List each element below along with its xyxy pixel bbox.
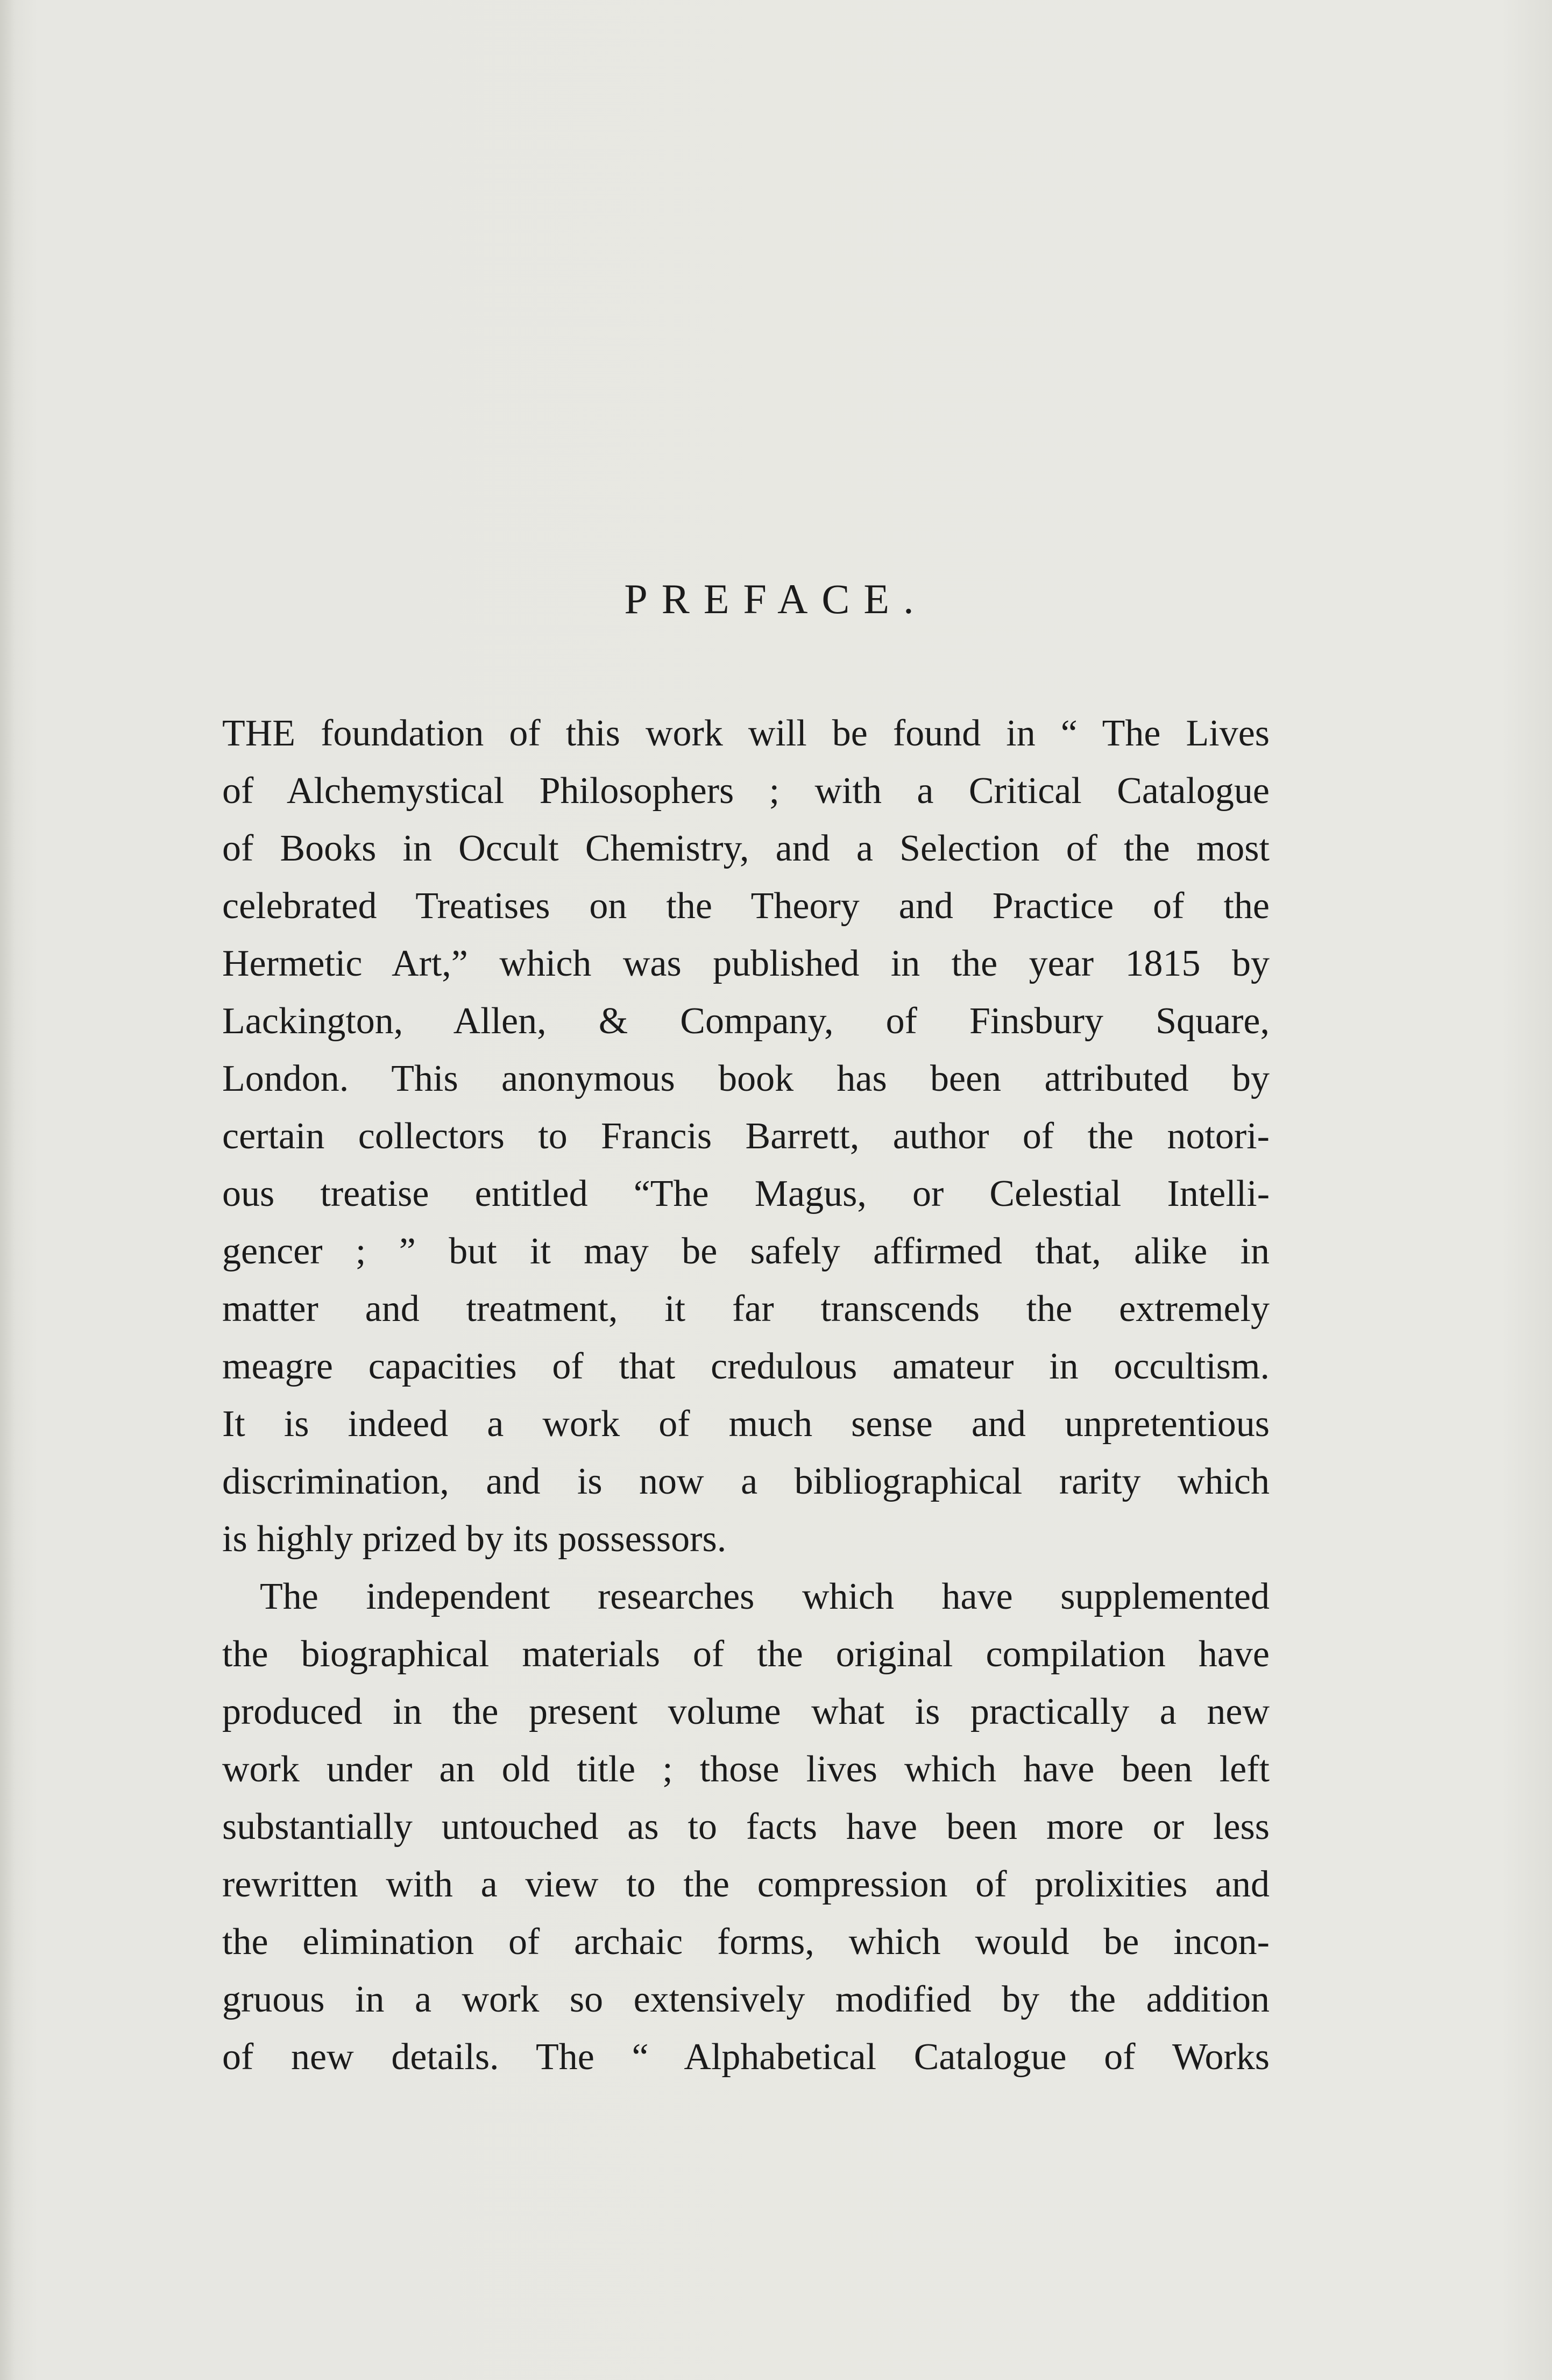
text-line: is highly prized by its possessors. (222, 1518, 727, 1560)
text-line: Lackington, Allen, & Company, of Finsbury Square, (222, 1000, 1270, 1042)
page-fold-shadow (0, 0, 15, 2380)
text-line: Hermetic Art,” which was published in the year 1815 by (222, 943, 1270, 984)
text-line: of Alchemystical Philosophers ; with a Critical Catalogue (222, 770, 1270, 812)
text-line: THE foundation of this work will be found in “ The Lives (222, 713, 1270, 754)
text-line: work under an old title ; those lives which have been left (222, 1749, 1270, 1790)
text-line: produced in the present volume what is practically a new (222, 1691, 1270, 1732)
paragraph-1 (222, 705, 1270, 1568)
text-line: gruous in a work so extensively modified by the addition (222, 1979, 1270, 2020)
text-line: It is indeed a work of much sense and unpretentious (222, 1403, 1270, 1445)
text-line: discrimination, and is now a bibliographical rarity which (222, 1461, 1270, 1502)
text-line: celebrated Treatises on the Theory and Practice of the (222, 885, 1270, 927)
text-line: ous treatise entitled “The Magus, or Celestial Intelli- (222, 1173, 1270, 1214)
text-line: matter and treatment, it far transcends the extremely (222, 1288, 1270, 1330)
text-line: of Books in Occult Chemistry, and a Selection of the most (222, 828, 1270, 869)
page-title: PREFACE. (624, 576, 928, 622)
text-line: meagre capacities of that credulous amateur in occultism. (222, 1346, 1270, 1387)
text-line: the biographical materials of the original compilation have (222, 1633, 1270, 1675)
text-line: of new details. The “ Alphabetical Catalogue of Works (222, 2036, 1270, 2078)
paragraph-2 (222, 1568, 1270, 2086)
preface-body (222, 705, 1270, 2086)
text-line: London. This anonymous book has been attributed by (222, 1058, 1270, 1099)
text-line: certain collectors to Francis Barrett, author of the notori- (222, 1116, 1270, 1157)
text-line: substantially untouched as to facts have been more or less (222, 1806, 1270, 1848)
text-line: gencer ; ” but it may be safely affirmed that, alike in (222, 1231, 1270, 1272)
text-line: rewritten with a view to the compression of prolixities and (222, 1864, 1270, 1905)
text-line: the elimination of archaic forms, which would be incon- (222, 1921, 1270, 1963)
text-line: The independent researches which have supplemented (260, 1576, 1270, 1617)
